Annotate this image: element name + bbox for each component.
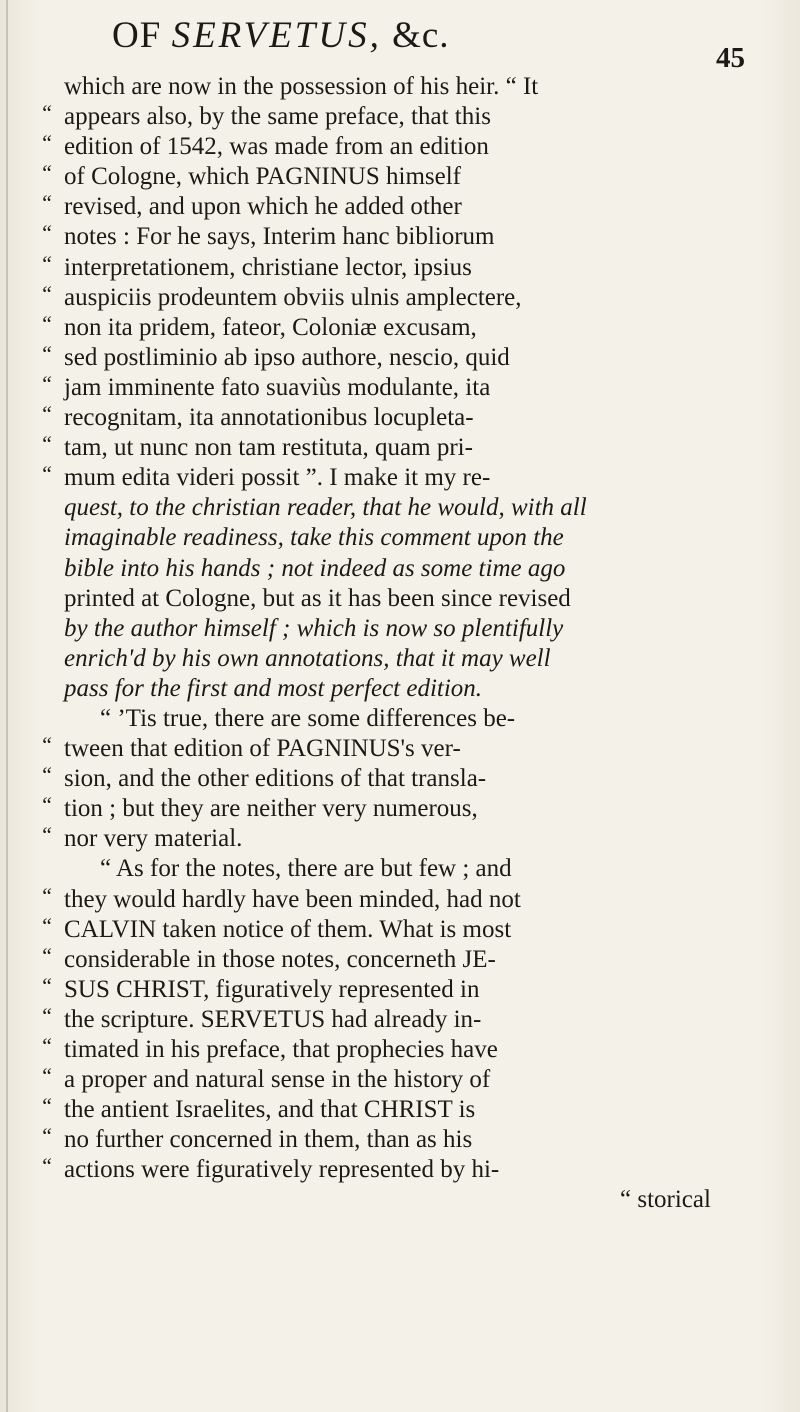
line-text: appears also, by the same preface, that this [64,103,491,131]
text-line [40,463,768,493]
line-text: the scripture. SERVETUS had already in- [64,1005,482,1033]
text-line [40,250,768,283]
text-line [40,1155,768,1185]
line-text: quest, to the christian reader, that he would, with all [64,494,587,522]
quote-mark: “ [40,762,53,788]
body-text [40,72,768,1216]
quote-mark: “ [40,822,53,848]
text-line [40,222,768,252]
line-text: enrich'd by his own annotations, that it may well [64,644,551,672]
text-line [40,493,768,523]
quote-mark: “ [40,280,53,306]
line-text: printed at Cologne, but as it has been since revised [64,584,571,612]
text-line [40,132,768,162]
text-line [40,310,768,343]
quote-mark: “ [40,1093,53,1119]
line-text: nor very material. [64,825,243,853]
line-text: non ita pridem, fateor, Coloniæ excusam, [64,313,477,341]
text-line [40,370,768,403]
text-line [40,674,768,704]
quote-mark: “ [40,160,53,186]
line-text: a proper and natural sense in the history of [64,1066,491,1094]
page-number: 45 [716,42,745,74]
text-line [40,1095,768,1125]
running-head [112,14,450,57]
quote-mark: “ [40,340,53,366]
line-text: CALVIN taken notice of them. What is most [64,915,512,943]
text-line [40,734,768,764]
quote-mark: “ [40,912,53,938]
text-line [40,794,768,824]
text-line [40,882,768,915]
quote-mark: “ [40,882,53,908]
quote-mark: “ [40,972,53,998]
text-line [40,972,768,1005]
line-text: bible into his hands ; not indeed as some time ago [64,554,566,582]
quote-mark: “ [40,732,53,758]
text-line [40,102,768,132]
text-line [40,280,768,313]
line-text: edition of 1542, was made from an edition [64,133,489,161]
text-line [40,523,768,553]
quote-mark: “ [40,461,53,487]
text-line [40,764,768,794]
line-text: interpretationem, christiane lector, ipsius [64,253,472,281]
quote-mark: “ [40,792,53,818]
line-text: pass for the first and most perfect edition. [64,674,483,702]
line-text: the antient Israelites, and that CHRIST is [64,1096,476,1124]
line-text: “ storical [620,1186,711,1214]
quote-mark: “ [40,401,53,427]
line-text: which are now in the possession of his heir. “ It [64,73,539,100]
line-text: imaginable readiness, take this comment upon the [64,524,564,552]
text-line [40,912,768,945]
line-text: recognitam, ita annotationibus locupleta- [64,404,474,432]
quote-mark: “ [40,1153,53,1179]
text-line [40,433,768,463]
line-text: revised, and upon which he added other [64,193,462,221]
line-text: sion, and the other editions of that transla- [64,765,487,793]
line-text: tion ; but they are neither very numerous, [64,795,478,823]
text-line [40,1002,768,1035]
page-header [0,14,800,74]
text-line [40,403,768,433]
line-text: they would hardly have been minded, had not [64,885,521,913]
quote-mark: “ [40,942,53,968]
line-text: tween that edition of PAGNINUS's ver- [64,735,461,763]
text-line [40,554,768,584]
text-line [40,704,768,734]
quote-mark: “ [40,370,53,396]
line-text: actions were figuratively represented by hi- [64,1156,500,1184]
text-line [40,644,768,674]
text-line [40,854,768,884]
line-text: by the author himself ; which is now so plentifully [64,614,564,642]
line-text: considerable in those notes, concerneth JE- [64,945,496,973]
page-gutter-shadow [6,0,8,1412]
line-text: notes : For he says, Interim hanc bibliorum [64,223,495,251]
text-line [40,614,768,644]
text-line [40,1185,768,1215]
text-line [40,1125,768,1155]
text-line [40,824,768,854]
line-text: timated in his preface, that prophecies have [64,1036,498,1063]
line-text: “ ’Tis true, there are some differences be- [100,704,516,732]
line-text: tam, ut nunc non tam restituta, quam pri- [64,434,473,462]
text-line [40,942,768,975]
quote-mark: “ [40,190,53,216]
text-line [40,340,768,373]
line-text: no further concerned in them, than as his [64,1126,473,1154]
quote-mark: “ [40,1123,53,1149]
line-text: mum edita videri possit ”. I make it my re- [64,464,491,492]
line-text: “ As for the notes, there are but few ; and [100,855,512,883]
quote-mark: “ [40,1033,53,1058]
quote-mark: “ [40,310,53,336]
text-line [40,1065,768,1095]
running-head-italic: SERVETUS, [171,15,382,56]
line-text: SUS CHRIST, figuratively represented in [64,975,480,1003]
quote-mark: “ [40,1063,53,1089]
quote-mark: “ [40,250,53,276]
text-line [40,162,768,192]
text-line [40,192,768,222]
line-text: jam imminente fato suaviùs modulante, ita [64,373,491,401]
text-line [40,584,768,614]
text-line [40,1035,768,1065]
quote-mark: “ [40,100,53,126]
running-head-caps: OF [112,15,162,56]
line-text: auspiciis prodeuntem obviis ulnis amplectere, [64,283,522,311]
quote-mark: “ [40,130,53,156]
text-line [40,72,768,102]
quote-mark: “ [40,220,53,246]
quote-mark: “ [40,431,53,457]
running-head-tail: &c. [392,15,450,56]
line-text: sed postliminio ab ipso authore, nescio, quid [64,343,510,371]
line-text: of Cologne, which PAGNINUS himself [64,163,461,191]
quote-mark: “ [40,1002,53,1028]
